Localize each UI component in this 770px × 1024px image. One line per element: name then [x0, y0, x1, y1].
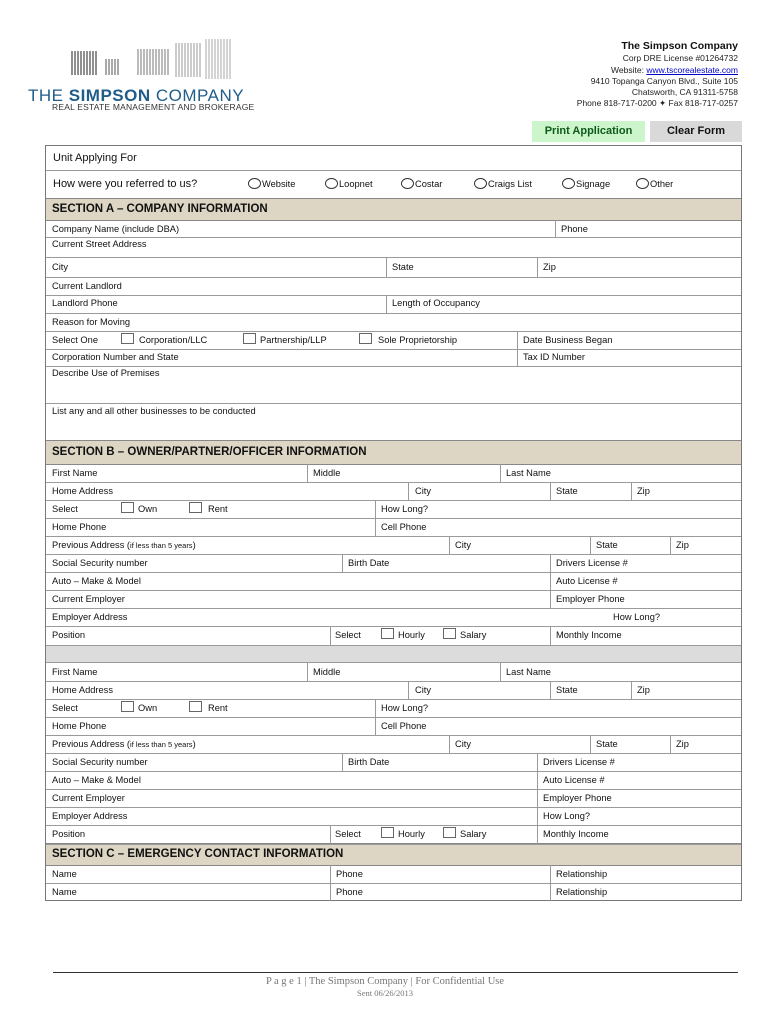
prev-address-note: if less than 5 years: [130, 740, 193, 749]
divider: [330, 825, 331, 844]
zip-label: Zip: [637, 685, 650, 695]
referral-option-label: Website: [262, 179, 296, 189]
last-name-label: Last Name: [506, 667, 551, 677]
owner-row: [46, 608, 741, 627]
divider: [537, 753, 538, 771]
divider: [408, 681, 409, 699]
corporation-checkbox[interactable]: [121, 333, 134, 344]
owner-row: [46, 699, 741, 718]
salary-label: Salary: [460, 829, 487, 839]
section-b-title: SECTION B – OWNER/PARTNER/OFFICER INFORMATION: [52, 446, 367, 458]
select-label: Select: [52, 703, 78, 713]
how-long-label: How Long?: [613, 612, 661, 622]
fax-diamond-icon: ✦: [659, 98, 667, 108]
zip-label: Zip: [637, 486, 650, 496]
divider: [517, 349, 518, 366]
how-long-label: How Long?: [543, 811, 591, 821]
company-phone-fax: [577, 98, 738, 109]
state-label: State: [596, 739, 618, 749]
salary-label: Salary: [460, 630, 487, 640]
section-c-title: SECTION C – EMERGENCY CONTACT INFORMATION: [52, 848, 344, 860]
owner-row: [46, 626, 741, 646]
company-name: The Simpson Company: [621, 40, 738, 52]
footer-rule: [53, 972, 738, 973]
reason-label: Reason for Moving: [52, 317, 131, 327]
home-address-label: Home Address: [52, 685, 113, 695]
prev-address-text: Previous Address (: [52, 540, 131, 550]
city-label: City: [415, 685, 432, 695]
hourly-checkbox[interactable]: [381, 827, 394, 838]
owner-row: [46, 554, 741, 573]
city-label: City: [52, 262, 69, 272]
describe-row: [46, 366, 741, 404]
website-link[interactable]: www.tscorealestate.com: [646, 65, 738, 75]
reason-row: [46, 313, 741, 332]
divider: [517, 331, 518, 349]
clear-form-button[interactable]: Clear Form: [650, 121, 742, 142]
prev-address-label: [52, 540, 196, 550]
company-name-label: Company Name (include DBA): [52, 224, 180, 234]
emergency-relationship-label: Relationship: [556, 869, 608, 879]
section-b-header: [46, 440, 741, 465]
divider: [537, 807, 538, 825]
unit-applying-label: Unit Applying For: [53, 152, 137, 164]
occupancy-label: Length of Occupancy: [392, 298, 480, 308]
employer-label: Current Employer: [52, 793, 125, 803]
divider: [550, 681, 551, 699]
section-a-title: SECTION A – COMPANY INFORMATION: [52, 203, 268, 215]
application-form: [45, 145, 742, 901]
divider: [342, 554, 343, 572]
street-row: [46, 237, 741, 258]
hourly-label: Hourly: [398, 829, 425, 839]
first-name-label: First Name: [52, 667, 98, 677]
owner-row: [46, 681, 741, 700]
zip-label: Zip: [543, 262, 556, 272]
how-long-label: How Long?: [381, 703, 429, 713]
middle-label: Middle: [313, 468, 341, 478]
website-label: Website:: [611, 65, 644, 75]
position-label: Position: [52, 829, 86, 839]
landlord-row: [46, 277, 741, 296]
divider: [449, 735, 450, 753]
state-label: State: [392, 262, 414, 272]
divider: [550, 626, 551, 645]
owner-row: [46, 482, 741, 501]
describe-label: Describe Use of Premises: [52, 368, 160, 378]
other-business-row: [46, 403, 741, 440]
divider: [500, 663, 501, 681]
rent-label: Rent: [208, 504, 228, 514]
radio-signage[interactable]: [562, 178, 575, 189]
divider: [307, 663, 308, 681]
unit-row: [46, 146, 741, 171]
prev-address-text: ): [192, 739, 196, 749]
radio-craigs-list[interactable]: [474, 178, 487, 189]
divider: [375, 699, 376, 717]
ssn-label: Social Security number: [52, 757, 148, 767]
divider: [375, 717, 376, 735]
divider: [375, 500, 376, 518]
radio-website[interactable]: [248, 178, 261, 189]
corp-number-label: Corporation Number and State: [52, 352, 179, 362]
divider: [537, 825, 538, 844]
prev-address-note: if less than 5 years: [130, 541, 193, 550]
divider: [330, 883, 331, 901]
divider: [307, 464, 308, 482]
employer-phone-label: Employer Phone: [556, 594, 625, 604]
state-label: State: [556, 486, 578, 496]
footer-page-text: P a g e 1 | The Simpson Company | For Confidential Use: [265, 976, 505, 987]
owner-row: [46, 500, 741, 519]
divider: [670, 536, 671, 554]
auto-license-label: Auto License #: [556, 576, 618, 586]
owner-row: [46, 464, 741, 483]
divider: [375, 518, 376, 536]
landlord-phone-row: [46, 295, 741, 314]
employer-phone-label: Employer Phone: [543, 793, 612, 803]
radio-loopnet[interactable]: [325, 178, 338, 189]
divider: [550, 554, 551, 572]
salary-checkbox[interactable]: [443, 628, 456, 639]
referral-option-label: Craigs List: [488, 179, 532, 189]
sole-proprietorship-label: Sole Proprietorship: [378, 335, 458, 345]
hourly-checkbox[interactable]: [381, 628, 394, 639]
owner-row: [46, 735, 741, 754]
partnership-checkbox[interactable]: [243, 333, 256, 344]
company-fax: Fax 818-717-0257: [668, 98, 738, 108]
company-website-line: [611, 65, 738, 75]
tax-id-label: Tax ID Number: [523, 352, 585, 362]
how-long-label: How Long?: [381, 504, 429, 514]
owner-row: [46, 789, 741, 808]
divider: [449, 536, 450, 554]
rent-label: Rent: [208, 703, 228, 713]
divider: [386, 295, 387, 313]
owner-row: [46, 536, 741, 555]
sole-proprietorship-checkbox[interactable]: [359, 333, 372, 344]
hourly-label: Hourly: [398, 630, 425, 640]
logo-prefix: THE: [28, 86, 64, 105]
date-began-label: Date Business Began: [523, 335, 613, 345]
birth-date-label: Birth Date: [348, 757, 390, 767]
employer-address-label: Employer Address: [52, 811, 128, 821]
own-checkbox[interactable]: [121, 701, 134, 712]
landlord-label: Current Landlord: [52, 281, 122, 291]
radio-costar[interactable]: [401, 178, 414, 189]
owner-row: [46, 717, 741, 736]
emergency-row: [46, 865, 741, 884]
employer-label: Current Employer: [52, 594, 125, 604]
emergency-phone-label: Phone: [336, 869, 363, 879]
owner-row: [46, 663, 741, 682]
select-label: Select: [52, 504, 78, 514]
divider: [550, 482, 551, 500]
section-a-header: [46, 198, 741, 221]
city-label: City: [415, 486, 432, 496]
rent-checkbox[interactable]: [189, 701, 202, 712]
ssn-label: Social Security number: [52, 558, 148, 568]
salary-checkbox[interactable]: [443, 827, 456, 838]
company-phone: Phone 818-717-0200: [576, 98, 657, 108]
owner-row: [46, 590, 741, 609]
auto-label: Auto – Make & Model: [52, 576, 141, 586]
rent-checkbox[interactable]: [189, 502, 202, 513]
owner-row: [46, 753, 741, 772]
drivers-license-label: Drivers License #: [543, 757, 615, 767]
divider: [590, 536, 591, 554]
divider: [500, 464, 501, 482]
divider: [408, 482, 409, 500]
company-address1: 9410 Topanga Canyon Blvd., Suite 105: [590, 76, 738, 86]
logo-buildings-graphic: [68, 37, 240, 87]
landlord-phone-label: Landlord Phone: [52, 298, 118, 308]
birth-date-label: Birth Date: [348, 558, 390, 568]
emergency-row: [46, 883, 741, 901]
auto-label: Auto – Make & Model: [52, 775, 141, 785]
divider: [330, 626, 331, 645]
zip-label: Zip: [676, 540, 689, 550]
logo-bold: SIMPSON: [68, 86, 151, 105]
cell-phone-label: Cell Phone: [381, 721, 427, 731]
owner-row: [46, 825, 741, 845]
emergency-relationship-label: Relationship: [556, 887, 608, 897]
logo-suffix: COMPANY: [155, 86, 245, 105]
emergency-name-label: Name: [52, 887, 77, 897]
owner-separator: [46, 645, 741, 663]
select-one-label: Select One: [52, 335, 98, 345]
section-c-header: [46, 843, 741, 866]
divider: [550, 572, 551, 590]
city-label: City: [455, 540, 472, 550]
street-label: Current Street Address: [52, 239, 147, 249]
employer-address-label: Employer Address: [52, 612, 128, 622]
divider: [590, 735, 591, 753]
home-phone-label: Home Phone: [52, 721, 107, 731]
home-address-label: Home Address: [52, 486, 113, 496]
divider: [537, 257, 538, 277]
state-label: State: [556, 685, 578, 695]
divider: [537, 789, 538, 807]
middle-label: Middle: [313, 667, 341, 677]
referral-option-label: Signage: [576, 179, 611, 189]
city-label: City: [455, 739, 472, 749]
corporation-label: Corporation/LLC: [139, 335, 208, 345]
company-phone-label: Phone: [561, 224, 588, 234]
referral-row: [46, 170, 741, 198]
corp-number-row: [46, 349, 741, 367]
divider: [550, 865, 551, 883]
entity-row: [46, 331, 741, 350]
company-address2: Chatsworth, CA 91311-5758: [631, 87, 738, 97]
divider: [631, 482, 632, 500]
divider: [550, 883, 551, 901]
divider: [342, 753, 343, 771]
last-name-label: Last Name: [506, 468, 551, 478]
own-checkbox[interactable]: [121, 502, 134, 513]
owner-row: [46, 771, 741, 790]
divider: [537, 771, 538, 789]
emergency-name-label: Name: [52, 869, 77, 879]
auto-license-label: Auto License #: [543, 775, 605, 785]
owner-row: [46, 807, 741, 826]
position-label: Position: [52, 630, 86, 640]
referral-option-label: Other: [650, 179, 674, 189]
drivers-license-label: Drivers License #: [556, 558, 628, 568]
emergency-phone-label: Phone: [336, 887, 363, 897]
partnership-label: Partnership/LLP: [260, 335, 327, 345]
prev-address-text: Previous Address (: [52, 739, 131, 749]
divider: [550, 590, 551, 608]
select-label: Select: [335, 829, 361, 839]
referral-option-label: Loopnet: [339, 179, 373, 189]
company-license: Corp DRE License #01264732: [622, 53, 738, 63]
radio-other[interactable]: [636, 178, 649, 189]
first-name-label: First Name: [52, 468, 98, 478]
other-business-label: List any and all other businesses to be conducted: [52, 406, 256, 416]
city-row: [46, 257, 741, 278]
divider: [670, 735, 671, 753]
company-name-row: [46, 220, 741, 238]
divider: [386, 257, 387, 277]
owner-row: [46, 518, 741, 537]
divider: [330, 865, 331, 883]
home-phone-label: Home Phone: [52, 522, 107, 532]
owner-row: [46, 572, 741, 591]
select-label: Select: [335, 630, 361, 640]
state-label: State: [596, 540, 618, 550]
monthly-income-label: Monthly Income: [543, 829, 609, 839]
prev-address-text: ): [192, 540, 196, 550]
zip-label: Zip: [676, 739, 689, 749]
logo-tagline: REAL ESTATE MANAGEMENT AND BROKERAGE: [52, 102, 255, 112]
cell-phone-label: Cell Phone: [381, 522, 427, 532]
monthly-income-label: Monthly Income: [556, 630, 622, 640]
referral-label: How were you referred to us?: [53, 178, 198, 190]
own-label: Own: [138, 504, 158, 514]
referral-option-label: Costar: [415, 179, 443, 189]
divider: [555, 220, 556, 237]
prev-address-label: [52, 739, 196, 749]
divider: [631, 681, 632, 699]
footer-sent-date: Sent 06/26/2013: [357, 988, 413, 998]
own-label: Own: [138, 703, 158, 713]
print-application-button[interactable]: Print Application: [532, 121, 645, 142]
